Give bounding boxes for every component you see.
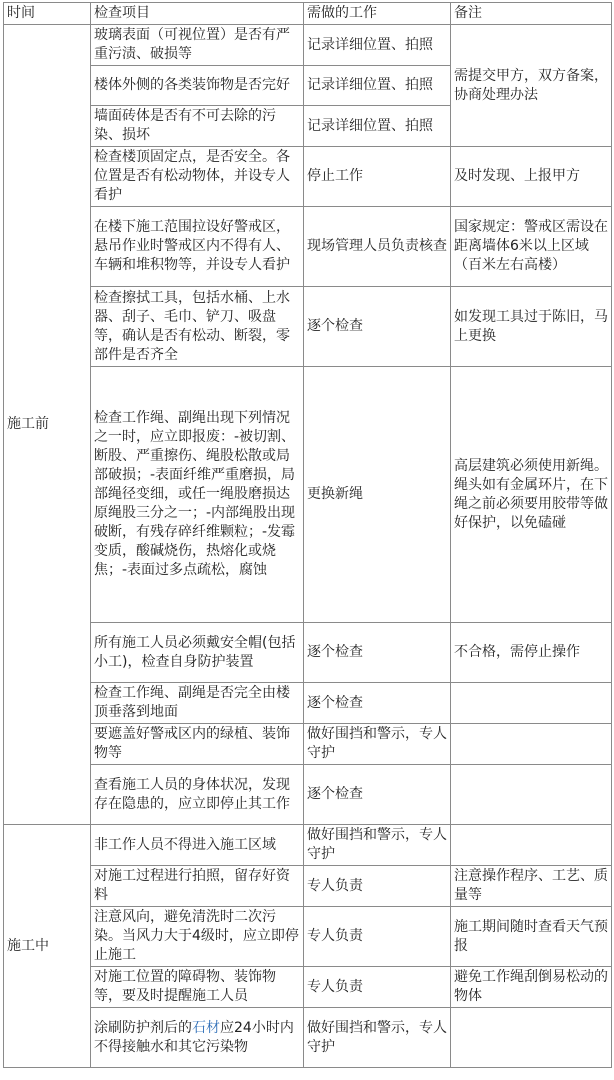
item-cell: 对施工过程进行拍照，留存好资料 xyxy=(91,866,304,907)
note-cell: 需提交甲方，双方备案，协商处理办法 xyxy=(451,25,612,147)
item-cell: 要遮盖好警戒区内的绿植、装饰物等 xyxy=(91,724,304,765)
work-cell: 记录详细位置、拍照 xyxy=(304,66,451,106)
table-row xyxy=(4,765,612,825)
work-cell: 逐个检查 xyxy=(304,683,451,724)
item-cell: 对施工位置的障碍物、装饰物等，要及时提醒施工人员 xyxy=(91,967,304,1008)
item-cell: 在楼下施工范围拉设好警戒区，悬吊作业时警戒区内不得有人、车辆和堆积物等，并设专人看护 xyxy=(91,207,304,287)
item-cell: 注意风向，避免清洗时二次污染。当风力大于4级时，应立即停止施工 xyxy=(91,907,304,967)
table-row xyxy=(4,866,612,907)
item-cell: 楼体外侧的各类装饰物是否完好 xyxy=(91,66,304,106)
table-row xyxy=(4,147,612,207)
work-cell: 做好围挡和警示，专人守护 xyxy=(304,1008,451,1068)
table-row xyxy=(4,25,612,66)
table-row xyxy=(4,1008,612,1068)
header-item: 检查项目 xyxy=(91,3,304,25)
item-text-pre: 涂刷防护剂后的 xyxy=(94,1019,192,1036)
note-cell: 如发现工具过于陈旧，马上更换 xyxy=(451,287,612,367)
item-cell: 检查擦拭工具，包括水桶、上水器、刮子、毛巾、铲刀、吸盘等，确认是否有松动、断裂，零部件是否齐全 xyxy=(91,287,304,367)
note-cell: 避免工作绳刮倒易松动的物体 xyxy=(451,967,612,1008)
note-cell: 注意操作程序、工艺、质量等 xyxy=(451,866,612,907)
stone-link[interactable]: 石材 xyxy=(192,1019,220,1036)
work-cell: 逐个检查 xyxy=(304,623,451,683)
table-row xyxy=(4,724,612,765)
note-cell: 不合格，需停止操作 xyxy=(451,623,612,683)
inspection-table xyxy=(3,2,612,1068)
phase-cell: 施工中 xyxy=(4,825,91,1068)
item-cell: 玻璃表面（可视位置）是否有严重污渍、破损等 xyxy=(91,25,304,66)
work-cell: 现场管理人员负责核查 xyxy=(304,207,451,287)
note-cell: 及时发现、上报甲方 xyxy=(451,147,612,207)
work-cell: 记录详细位置、拍照 xyxy=(304,25,451,66)
header-time: 时间 xyxy=(4,3,91,25)
item-cell: 查看施工人员的身体状况，发现存在隐患的，应立即停止其工作 xyxy=(91,765,304,825)
item-cell: 检查工作绳、副绳出现下列情况之一时，应立即报废：-被切割、断股、严重擦伤、绳股松散或局部破损；-表面纤维严重磨损，局部绳径变细，或任一绳股磨损达原绳股三分之一；-内部绳股出现破断，有残存碎纤维颗粒；-发霉变质，酸碱烧伤，热熔化或烧焦；-表面过多点疏松，腐蚀 xyxy=(91,367,304,623)
item-cell: 检查楼顶固定点，是否安全。各位置是否有松动物体，并设专人看护 xyxy=(91,147,304,207)
table-row xyxy=(4,287,612,367)
work-cell: 逐个检查 xyxy=(304,765,451,825)
note-cell xyxy=(451,724,612,765)
work-cell: 专人负责 xyxy=(304,866,451,907)
note-cell xyxy=(451,1008,612,1068)
phase-cell: 施工前 xyxy=(4,25,91,825)
work-cell: 专人负责 xyxy=(304,907,451,967)
item-cell: 墙面砖体是否有不可去除的污染、损坏 xyxy=(91,106,304,147)
work-cell: 更换新绳 xyxy=(304,367,451,623)
note-cell: 施工期间随时查看天气预报 xyxy=(451,907,612,967)
work-cell: 做好围挡和警示，专人守护 xyxy=(304,724,451,765)
header-work: 需做的工作 xyxy=(304,3,451,25)
note-cell: 国家规定：警戒区需设在距离墙体6米以上区域（百米左右高楼） xyxy=(451,207,612,287)
item-cell: 非工作人员不得进入施工区域 xyxy=(91,825,304,866)
note-cell xyxy=(451,825,612,866)
work-cell: 专人负责 xyxy=(304,967,451,1008)
work-cell: 停止工作 xyxy=(304,147,451,207)
item-cell: 检查工作绳、副绳是否完全由楼顶垂落到地面 xyxy=(91,683,304,724)
table-row xyxy=(4,367,612,623)
table-row xyxy=(4,683,612,724)
header-row xyxy=(4,3,612,25)
item-cell xyxy=(91,1008,304,1068)
work-cell: 做好围挡和警示，专人守护 xyxy=(304,825,451,866)
work-cell: 逐个检查 xyxy=(304,287,451,367)
note-cell xyxy=(451,765,612,825)
table-row xyxy=(4,967,612,1008)
note-cell xyxy=(451,683,612,724)
item-text-post: 应24小时内不得接触水和其它污染物 xyxy=(94,1019,294,1055)
table-row xyxy=(4,907,612,967)
item-cell: 所有施工人员必须戴安全帽(包括小工)，检查自身防护装置 xyxy=(91,623,304,683)
table-row xyxy=(4,623,612,683)
header-note: 备注 xyxy=(451,3,612,25)
table-row xyxy=(4,207,612,287)
table-row xyxy=(4,825,612,866)
work-cell: 记录详细位置、拍照 xyxy=(304,106,451,147)
note-cell: 高层建筑必须使用新绳。绳头如有金属环片，在下绳之前必须要用胶带等做好保护，以免磕碰 xyxy=(451,367,612,623)
